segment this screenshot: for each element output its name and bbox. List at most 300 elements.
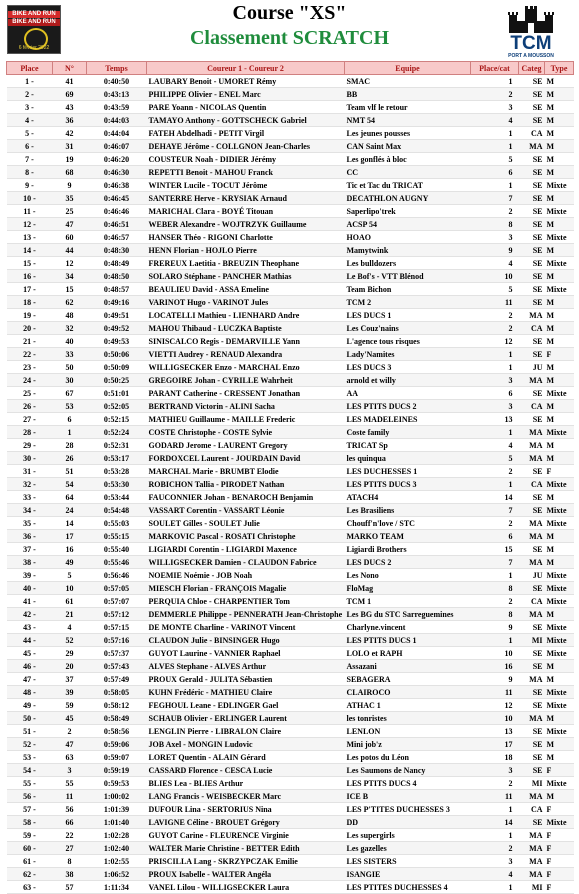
cell-place: 27 - [7,413,53,426]
cell-number: 63 [53,751,87,764]
cell-type: Mixte [545,699,574,712]
cell-time: 0:57:07 [87,595,147,608]
cell-category: CA [519,595,545,608]
cell-number: 11 [53,790,87,803]
cell-place: 9 - [7,179,53,192]
cell-place: 50 - [7,712,53,725]
cell-team: LES P'TITES DUCHESSES 3 [345,803,471,816]
cell-number: 22 [53,829,87,842]
table-row [7,192,574,205]
cell-number: 3 [53,764,87,777]
table-row [7,153,574,166]
cell-place: 28 - [7,426,53,439]
cell-number: 10 [53,582,87,595]
cell-team: Les jeunes pousses [345,127,471,140]
cell-place: 33 - [7,491,53,504]
cell-runners: TAMAYO Anthony - GOTTSCHECK Gabriel [147,114,345,127]
cell-type: Mixte [545,504,574,517]
cell-number: 40 [53,335,87,348]
column-header-type: Type [545,62,574,75]
table-row [7,725,574,738]
cell-team: TCM 2 [345,296,471,309]
cell-place: 32 - [7,478,53,491]
cell-place: 42 - [7,608,53,621]
cell-time: 0:44:04 [87,127,147,140]
cell-type: M [545,166,574,179]
cell-runners: MARCHAL Marie - BRUMBT Elodie [147,465,345,478]
cell-type: Mixte [545,478,574,491]
cell-team: les tonristes [345,712,471,725]
cell-place-cat: 6 [471,387,519,400]
column-header-team: Equipe [345,62,471,75]
cell-type: Mixte [545,816,574,829]
cell-place-cat: 1 [471,881,519,894]
cell-place-cat: 3 [471,764,519,777]
table-row [7,881,574,894]
cell-place-cat: 1 [471,634,519,647]
cell-type: M [545,270,574,283]
cell-category: SE [519,88,545,101]
cell-type: M [545,75,574,88]
table-row [7,309,574,322]
cell-time: 0:56:46 [87,569,147,582]
table-row [7,283,574,296]
cell-number: 15 [53,283,87,296]
cell-place: 24 - [7,374,53,387]
cell-place-cat: 15 [471,543,519,556]
cell-type: Mixte [545,387,574,400]
cell-type: F [545,764,574,777]
cell-runners: KUHN Frédéric - MATHIEU Claire [147,686,345,699]
cell-place: 59 - [7,829,53,842]
cell-place-cat: 9 [471,621,519,634]
table-row [7,673,574,686]
cell-number: 20 [53,660,87,673]
cell-time: 0:46:20 [87,153,147,166]
table-row [7,205,574,218]
cell-runners: ALVES Stephane - ALVES Arthur [147,660,345,673]
cell-place-cat: 3 [471,231,519,244]
cell-number: 29 [53,647,87,660]
cell-number: 9 [53,179,87,192]
cell-number: 2 [53,725,87,738]
cell-number: 6 [53,413,87,426]
castle-icon [505,3,557,35]
cell-place-cat: 18 [471,751,519,764]
cell-team: Les gonflés à bloc [345,153,471,166]
cell-category: MA [519,517,545,530]
cell-number: 56 [53,803,87,816]
cell-number: 27 [53,842,87,855]
cell-category: MA [519,309,545,322]
table-row [7,348,574,361]
cell-category: SE [519,816,545,829]
cell-runners: DE MONTE Charline - VARINOT Vincent [147,621,345,634]
cell-runners: BEAULIEU David - ASSA Emeline [147,283,345,296]
cell-team: LES DUCS 2 [345,556,471,569]
cell-team: les quinqua [345,452,471,465]
cell-place-cat: 1 [471,140,519,153]
table-row [7,790,574,803]
cell-type: M [545,738,574,751]
cell-category: CA [519,478,545,491]
cell-number: 50 [53,361,87,374]
cell-type: Mixte [545,777,574,790]
cell-category: CA [519,127,545,140]
cell-place-cat: 7 [471,192,519,205]
cell-runners: VIETTI Audrey - RENAUD Alexandra [147,348,345,361]
cell-number: 24 [53,504,87,517]
table-row [7,491,574,504]
cell-runners: BLIES Lea - BLIES Arthur [147,777,345,790]
cell-category: MI [519,881,545,894]
cell-runners: CASSARD Florence - CESCA Lucie [147,764,345,777]
cell-runners: PROUX Gerald - JULITA Sébastien [147,673,345,686]
cell-runners: COUSTEUR Noah - DIDIER Jérémy [147,153,345,166]
cell-time: 0:59:19 [87,764,147,777]
cell-team: LES PTITS DUCS 2 [345,400,471,413]
cell-runners: DEMMERLE Philippe - PENNERATH Jean-Christophe [147,608,345,621]
cell-team: LES PTITS DUCS 3 [345,478,471,491]
cell-time: 0:57:16 [87,634,147,647]
cell-runners: GODARD Jerome - LAURENT Gregory [147,439,345,452]
cell-team: Coste family [345,426,471,439]
cell-runners: REPETTI Benoit - MAHOU Franck [147,166,345,179]
cell-place-cat: 2 [471,465,519,478]
cell-number: 1 [53,426,87,439]
table-row [7,751,574,764]
cell-type: Mixte [545,179,574,192]
cell-runners: FREREUX Laetitia - BREUZIN Theophane [147,257,345,270]
cell-place-cat: 7 [471,556,519,569]
cell-place-cat: 1 [471,829,519,842]
cell-team: LOLO et RAPH [345,647,471,660]
cell-team: CC [345,166,471,179]
cell-team: DD [345,816,471,829]
cell-number: 26 [53,452,87,465]
cell-place-cat: 10 [471,270,519,283]
cell-type: Mixte [545,205,574,218]
cell-category: CA [519,322,545,335]
cell-type: M [545,530,574,543]
cell-runners: LOCATELLI Mathieu - LIENHARD Andre [147,309,345,322]
cell-number: 12 [53,257,87,270]
table-row [7,218,574,231]
cell-time: 0:49:53 [87,335,147,348]
table-row [7,179,574,192]
cell-place-cat: 1 [471,803,519,816]
column-header-time: Temps [87,62,147,75]
cell-type: M [545,673,574,686]
table-body [7,75,574,894]
table-row [7,855,574,868]
table-row [7,569,574,582]
cell-type: M [545,400,574,413]
cell-place: 21 - [7,335,53,348]
cell-runners: MARICHAL Clara - BOYÉ Titouan [147,205,345,218]
cell-runners: LORET Quentin - ALAIN Gérard [147,751,345,764]
cell-team: Le Bof's - VTT Blénod [345,270,471,283]
cell-number: 54 [53,478,87,491]
column-header-number: N° [53,62,87,75]
event-logo-title: BIKE AND RUN [8,11,60,18]
cell-place-cat: 9 [471,244,519,257]
cell-time: 1:11:34 [87,881,147,894]
cell-runners: JOB Axel - MONGIN Ludovic [147,738,345,751]
table-row [7,712,574,725]
cell-place-cat: 1 [471,478,519,491]
cell-runners: VARINOT Hugo - VARINOT Jules [147,296,345,309]
cell-team: ISANGIE [345,868,471,881]
cell-type: M [545,218,574,231]
cell-category: SE [519,283,545,296]
cell-place: 48 - [7,686,53,699]
cell-type: M [545,101,574,114]
cell-team: Charlyne.vincent [345,621,471,634]
cell-number: 51 [53,465,87,478]
table-row [7,660,574,673]
cell-category: SE [519,153,545,166]
cell-place: 62 - [7,868,53,881]
cell-place-cat: 5 [471,283,519,296]
cell-type: F [545,842,574,855]
cell-place-cat: 2 [471,88,519,101]
cell-runners: FATEH Abdelhadi - PETIT Virgil [147,127,345,140]
cell-team: Lady'Namites [345,348,471,361]
table-row [7,127,574,140]
cell-number: 25 [53,205,87,218]
cell-runners: WALTER Marie Christine - BETTER Edith [147,842,345,855]
cell-place-cat: 11 [471,686,519,699]
cell-time: 0:58:56 [87,725,147,738]
cell-time: 0:50:09 [87,361,147,374]
cell-runners: ROBICHON Tallia - PIRODET Nathan [147,478,345,491]
cell-place: 13 - [7,231,53,244]
table-row [7,868,574,881]
cell-runners: MARKOVIC Pascal - ROSATI Christophe [147,530,345,543]
cell-number: 16 [53,543,87,556]
cell-place-cat: 1 [471,75,519,88]
cell-team: Les supergirls [345,829,471,842]
cell-time: 0:51:01 [87,387,147,400]
cell-team: ICE B [345,790,471,803]
cell-type: M [545,751,574,764]
cell-number: 49 [53,556,87,569]
cell-category: SE [519,101,545,114]
cell-place-cat: 8 [471,608,519,621]
cell-team: ACSP 54 [345,218,471,231]
cell-team: NMT 54 [345,114,471,127]
cell-category: MA [519,556,545,569]
cell-place: 54 - [7,764,53,777]
cell-category: SE [519,686,545,699]
cell-category: SE [519,257,545,270]
cell-time: 1:02:55 [87,855,147,868]
cell-place-cat: 2 [471,309,519,322]
cell-number: 14 [53,517,87,530]
cell-place: 52 - [7,738,53,751]
cell-runners: LANG Francis - WEISBECKER Marc [147,790,345,803]
cell-type: Mixte [545,569,574,582]
table-row [7,647,574,660]
cell-type: Mixte [545,634,574,647]
cell-runners: PARANT Catherine - CRESSENT Jonathan [147,387,345,400]
cell-team: arnold et willy [345,374,471,387]
cell-type: Mixte [545,283,574,296]
cell-place-cat: 2 [471,595,519,608]
cell-place-cat: 3 [471,855,519,868]
cell-team: Les Brasiliens [345,504,471,517]
cell-time: 0:49:51 [87,309,147,322]
cell-type: M [545,296,574,309]
cell-number: 59 [53,699,87,712]
cell-runners: SOLARO Stéphane - PANCHER Mathias [147,270,345,283]
table-row [7,504,574,517]
table-row [7,270,574,283]
cell-time: 1:02:28 [87,829,147,842]
cell-team: LES DUCS 3 [345,361,471,374]
cell-number: 47 [53,738,87,751]
cell-category: MA [519,842,545,855]
cell-time: 0:50:06 [87,348,147,361]
cell-team: FloMag [345,582,471,595]
cell-place-cat: 2 [471,205,519,218]
club-logo-sub: PORT A MOUSSON [508,53,554,59]
cell-category: SE [519,244,545,257]
cell-number: 39 [53,686,87,699]
cell-team: CLAIROCO [345,686,471,699]
cell-place: 10 - [7,192,53,205]
cell-type: M [545,361,574,374]
cell-category: SE [519,699,545,712]
cell-category: SE [519,75,545,88]
table-row [7,322,574,335]
table-row [7,400,574,413]
cell-type: M [545,322,574,335]
cell-runners: LAVIGNE Céline - BROUET Grégory [147,816,345,829]
cell-runners: NOEMIE Noémie - JOB Noah [147,569,345,582]
cell-number: 42 [53,127,87,140]
cell-place-cat: 10 [471,647,519,660]
cell-category: MA [519,712,545,725]
table-row [7,465,574,478]
cell-team: TRICAT Sp [345,439,471,452]
cell-number: 8 [53,855,87,868]
cell-time: 0:46:46 [87,205,147,218]
cell-place-cat: 6 [471,166,519,179]
table-row [7,634,574,647]
table-row [7,764,574,777]
cell-time: 1:02:40 [87,842,147,855]
cell-place: 20 - [7,322,53,335]
cell-category: SE [519,192,545,205]
cell-number: 69 [53,88,87,101]
table-row [7,75,574,88]
table-row [7,608,574,621]
cell-runners: MAHOU Thibaud - LUCZKA Baptiste [147,322,345,335]
table-header-row [7,62,574,75]
cell-runners: HANSER Théo - RIGONI Charlotte [147,231,345,244]
cell-team: LES MADELEINES [345,413,471,426]
cell-time: 0:49:52 [87,322,147,335]
cell-time: 0:48:49 [87,257,147,270]
cell-category: SE [519,296,545,309]
cell-number: 44 [53,244,87,257]
cell-time: 0:46:51 [87,218,147,231]
cell-place-cat: 13 [471,413,519,426]
cell-place-cat: 1 [471,179,519,192]
cell-place: 57 - [7,803,53,816]
table-row [7,257,574,270]
cell-category: MA [519,426,545,439]
table-row [7,296,574,309]
cell-category: MA [519,673,545,686]
cell-place-cat: 5 [471,452,519,465]
cell-place: 16 - [7,270,53,283]
cell-category: SE [519,270,545,283]
cell-number: 62 [53,296,87,309]
cell-team: MARKO TEAM [345,530,471,543]
cell-runners: COSTE Christophe - COSTE Sylvie [147,426,345,439]
cell-category: SE [519,114,545,127]
cell-category: SE [519,205,545,218]
cell-type: M [545,335,574,348]
cell-team: BB [345,88,471,101]
club-logo [505,3,557,59]
cell-runners: PARE Yoann - NICOLAS Quentin [147,101,345,114]
cell-runners: LAUBARY Benoit - UMORET Rémy [147,75,345,88]
page-title: Course "XS" [232,2,347,24]
cell-type: F [545,881,574,894]
cell-category: MA [519,439,545,452]
table-row [7,556,574,569]
cell-place: 47 - [7,673,53,686]
cell-team: Ligiardi Brothers [345,543,471,556]
cell-category: SE [519,179,545,192]
table-row [7,582,574,595]
table-row [7,387,574,400]
cell-team: ATHAC 1 [345,699,471,712]
cell-number: 41 [53,75,87,88]
cell-category: SE [519,647,545,660]
column-header-place: Place [7,62,53,75]
cell-team: L'agence tous risques [345,335,471,348]
cell-team: Les BG du STC Sarreguemines [345,608,471,621]
cell-type: M [545,114,574,127]
cell-type: Mixte [545,426,574,439]
cell-runners: VANEL Lilou - WILLIGSECKER Laura [147,881,345,894]
cell-category: SE [519,348,545,361]
cell-type: F [545,868,574,881]
cell-place: 46 - [7,660,53,673]
cell-category: SE [519,387,545,400]
table-row [7,842,574,855]
cell-type: M [545,712,574,725]
cell-time: 0:53:17 [87,452,147,465]
cell-place: 38 - [7,556,53,569]
cell-team: Les Saumons de Nancy [345,764,471,777]
cell-place: 4 - [7,114,53,127]
cell-runners: WEBER Alexandre - WOJTRZYK Guillaume [147,218,345,231]
cell-place: 19 - [7,309,53,322]
cell-place: 61 - [7,855,53,868]
table-row [7,413,574,426]
cell-place: 22 - [7,348,53,361]
cell-place: 39 - [7,569,53,582]
cell-place-cat: 13 [471,725,519,738]
cell-runners: SANTERRE Herve - KRYSIAK Arnaud [147,192,345,205]
cell-runners: GREGOIRE Johan - CYRILLE Wahrheit [147,374,345,387]
